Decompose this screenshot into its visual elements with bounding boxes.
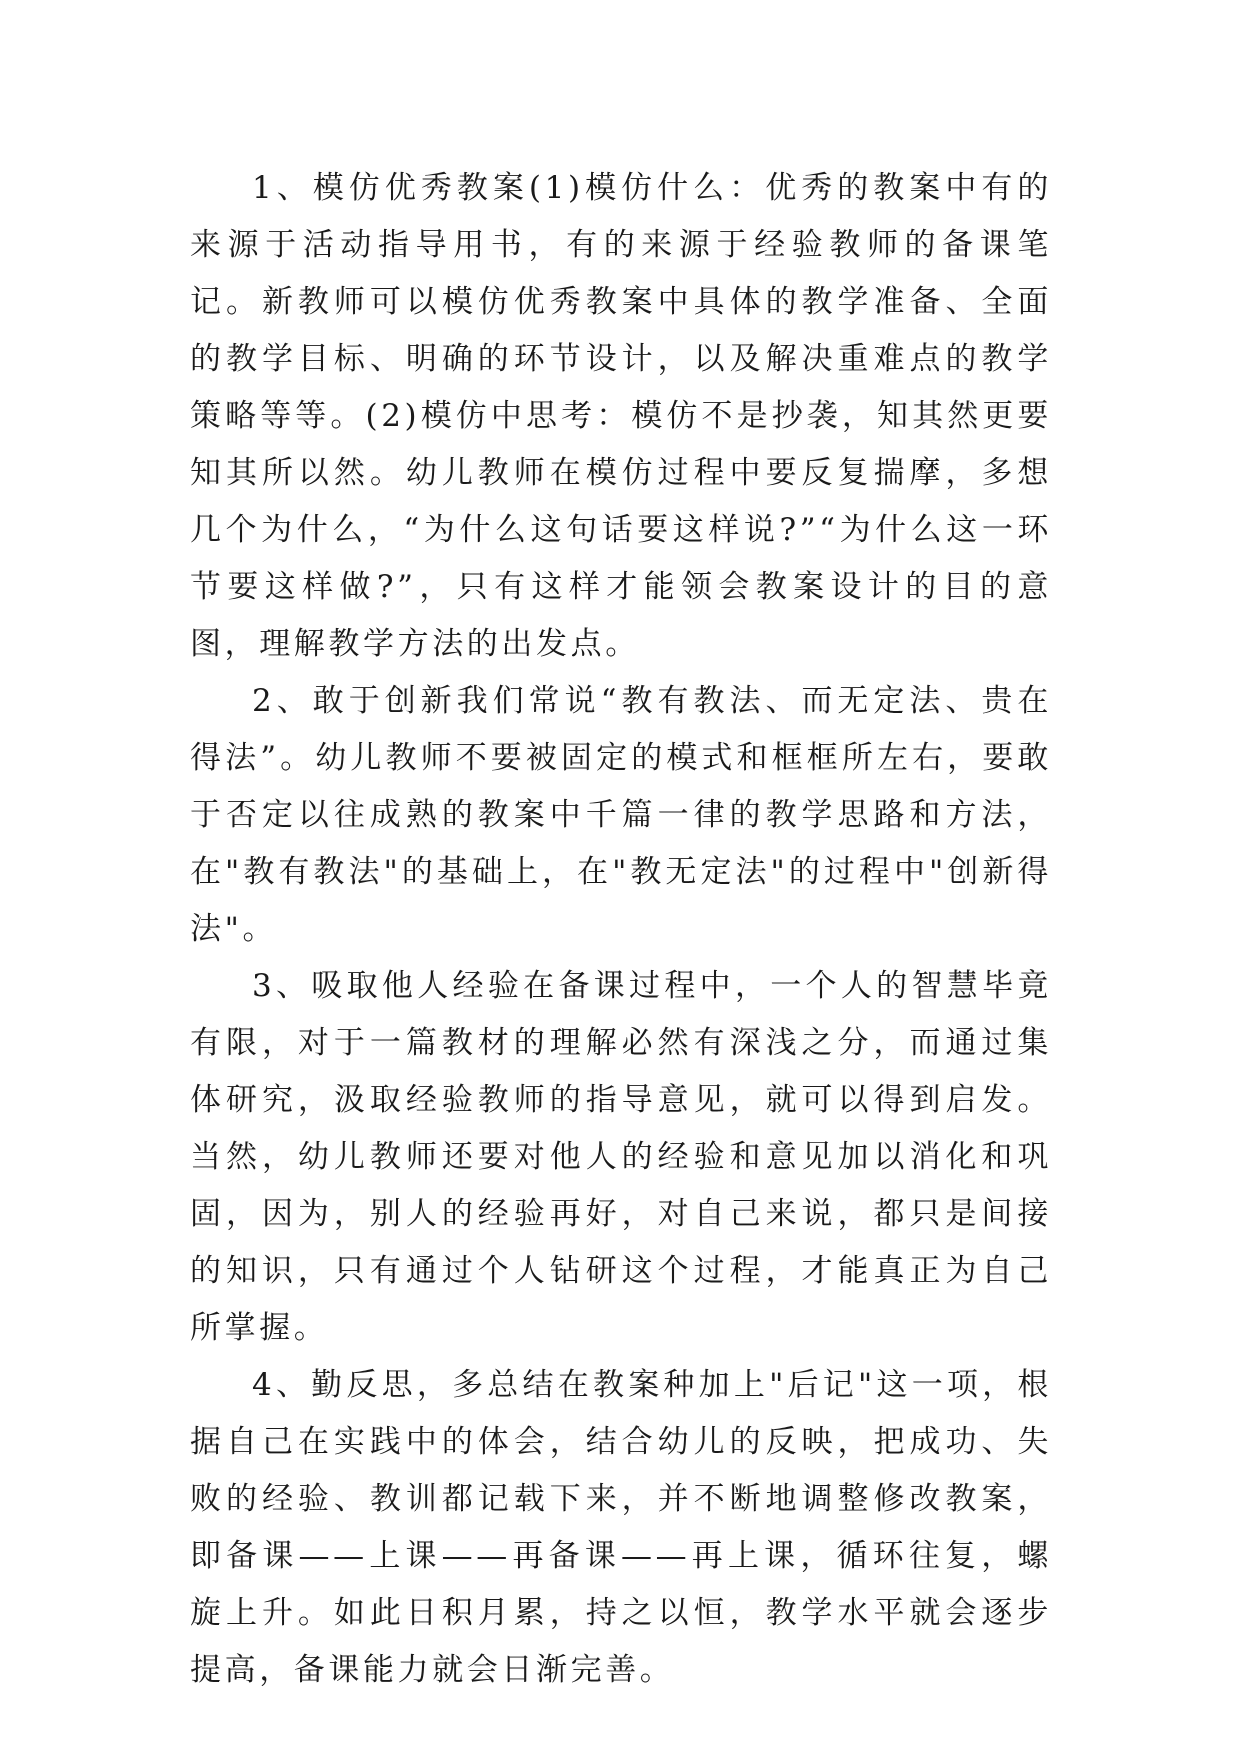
document-body <box>190 160 1052 1699</box>
paragraph-learn-from-others: 3、吸取他人经验在备课过程中，一个人的智慧毕竟有限，对于一篇教材的理解必然有深浅之分，而通过集体研究，汲取经验教师的指导意见，就可以得到启发。当然，幼儿教师还要对他人的经验和意见加以消化和巩固，因为，别人的经验再好，对自己来说，都只是间接的知识，只有通过个人钻研这个过程，才能真正为自己所掌握。 <box>190 968 1052 1346</box>
paragraph-dare-to-innovate: 2、敢于创新我们常说“教有教法、而无定法、贵在得法”。幼儿教师不要被固定的模式和框框所左右，要敢于否定以往成熟的教案中千篇一律的教学思路和方法，在"教有教法"的基础上，在"教无定法"的过程中"创新得法"。 <box>190 683 1052 947</box>
paragraph-imitate-lesson-plans: 1、模仿优秀教案(1)模仿什么：优秀的教案中有的来源于活动指导用书，有的来源于经验教师的备课笔记。新教师可以模仿优秀教案中具体的教学准备、全面的教学目标、明确的环节设计，以及解决重难点的教学策略等等。(2)模仿中思考：模仿不是抄袭，知其然更要知其所以然。幼儿教师在模仿过程中要反复揣摩，多想几个为什么，“为什么这句话要这样说?”“为什么这一环节要这样做?”，只有这样才能领会教案设计的目的意图，理解教学方法的出发点。 <box>190 170 1052 662</box>
paragraph-reflect-and-summarize: 4、勤反思，多总结在教案种加上"后记"这一项，根据自己在实践中的体会，结合幼儿的反映，把成功、失败的经验、教训都记载下来，并不断地调整修改教案，即备课——上课——再备课——再上课，循环往复，螺旋上升。如此日积月累，持之以恒，教学水平就会逐步提高，备课能力就会日渐完善。 <box>190 1367 1052 1688</box>
